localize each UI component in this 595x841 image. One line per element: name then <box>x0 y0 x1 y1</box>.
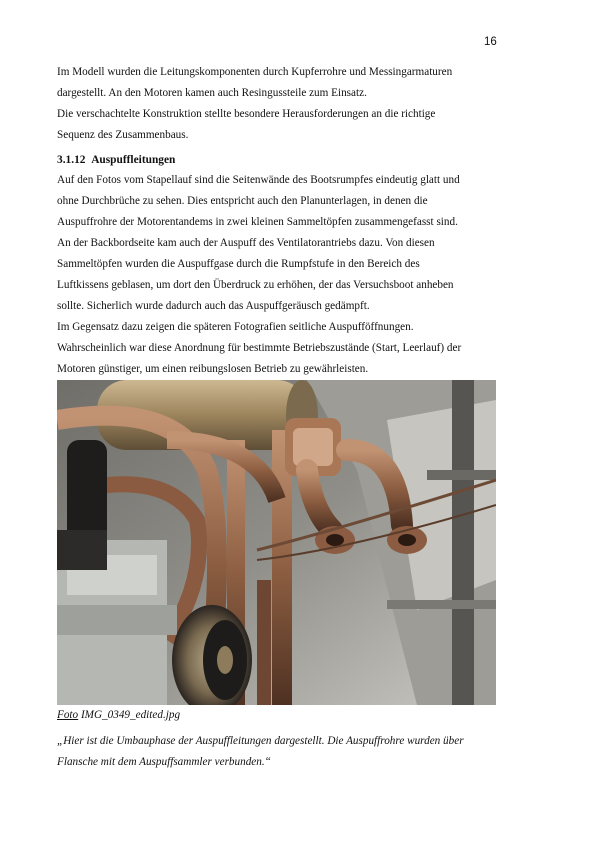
exhaust-pipes-photo <box>57 380 496 705</box>
body-line: Wahrscheinlich war diese Anordnung für bestimmte Betriebszustände (Start, Leerlauf) der <box>57 342 462 354</box>
photo-caption <box>57 709 180 721</box>
description-line: Flansche mit dem Auspuffsammler verbunden.“ <box>57 756 271 768</box>
body-line: Auf den Fotos vom Stapellauf sind die Seitenwände des Bootsrumpfes eindeutig glatt und <box>57 174 460 186</box>
intro-paragraph <box>57 62 539 146</box>
description-line: „Hier ist die Umbauphase der Auspuffleitungen dargestellt. Die Auspuffrohre wurden über <box>57 735 464 747</box>
caption-prefix: Foto <box>57 709 79 721</box>
body-line: An der Backbordseite kam auch der Auspuff des Ventilatorantriebs dazu. Von diesen <box>57 237 435 249</box>
section-number: 3.1.12 <box>57 154 86 166</box>
body-line: Luftkissens geblasen, um dort den Überdruck zu erhöhen, der das Versuchsboot anheben <box>57 279 454 291</box>
intro-line: Im Modell wurden die Leitungskomponenten durch Kupferrohre und Messingarmaturen <box>57 66 453 78</box>
body-line: ohne Durchbrüche zu sehen. Dies entspricht auch den Planunterlagen, in denen die <box>57 195 428 207</box>
body-line: Motoren günstiger, um einen reibungslosen Betrieb zu gewährleisten. <box>57 363 369 375</box>
body-line: Auspuffrohre der Motorentandems in zwei kleinen Sammeltöpfen zusammengefasst sind. <box>57 216 458 228</box>
section-title: Auspuffleitungen <box>91 154 176 166</box>
intro-line: dargestellt. An den Motoren kamen auch Resingussteile zum Einsatz. <box>57 87 367 99</box>
body-line: sollte. Sicherlich wurde dadurch auch das Auspuffgeräusch gedämpft. <box>57 300 370 312</box>
page-number: 16 <box>484 36 497 48</box>
body-line: Sammeltöpfen wurden die Auspuffgase durch die Rumpfstufe in den Bereich des <box>57 258 420 270</box>
photo-illustration <box>57 380 496 705</box>
intro-line: Sequenz des Zusammenbaus. <box>57 129 189 141</box>
caption-filename: IMG_0349_edited.jpg <box>78 709 181 721</box>
photo-description <box>57 731 539 773</box>
body-line: Im Gegensatz dazu zeigen die späteren Fotografien seitliche Auspufföffnungen. <box>57 321 414 333</box>
section-heading <box>57 154 175 166</box>
body-paragraph <box>57 170 539 380</box>
intro-line: Die verschachtelte Konstruktion stellte besondere Herausforderungen an die richtige <box>57 108 436 120</box>
